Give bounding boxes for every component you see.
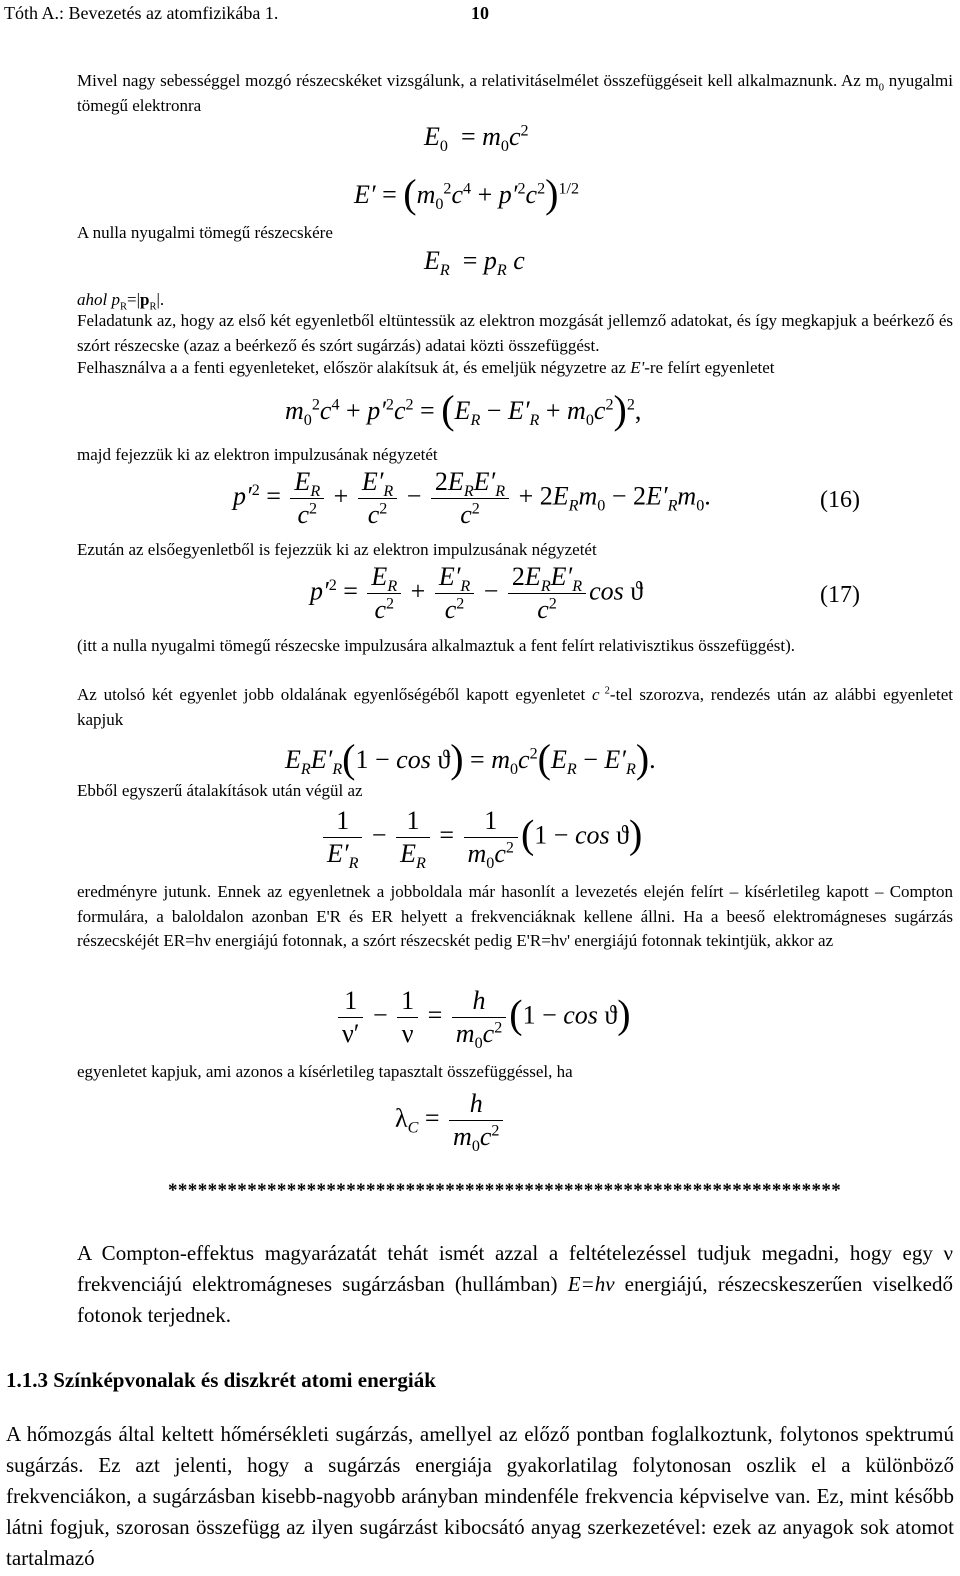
paragraph-itt: (itt a nulla nyugalmi tömegű részecske impulzusára alkalmaztuk a fent felírt relativisztikus összefüggést). [77,636,796,655]
text-null-mass: A nulla nyugalmi tömegű részecskére [77,223,333,242]
text-ahol: ahol $p_R=|p_R|$. [77,290,165,313]
equation-number-17: (17) [820,582,860,608]
equation-number-16: (16) [820,487,860,513]
equation-product: $E_RE'_R(1 - \cos ϑ) = m_0c^2(E_R - E'_R)$. [285,736,656,781]
equation-rest-energy: $E_0 = m_0c^2$ [424,122,529,156]
paragraph-final: A hőmozgás által keltett hőmérsékleti sugárzás, amellyel az előző pontban foglalkoztunk, folytonos spektrumú sugárzás. Ez azt jelenti, hogy a sugárzás energiája gyakorlatilag folytonosan oszlik el a különböző frekvenciákon, a sugárzásban kisebb-nagyobb arányban mindenféle frekvencia képviselve van. Ez, mint később látni fogjuk, szorosan összefügg az ilyen sugárzást kibocsátó anyag szerkezetével: ezek az anyagok sok atomot tartalmazó [6,1422,954,1570]
equation-17: $p'^2$ = $\frac{E_R}{c^2}$ + $\frac{E'_R}{c^2}$ − $\frac{2E_RE'_R}{c^2}$ cos ϑ [310,562,644,624]
separator-line: ******************************************************************** [168,1180,842,1201]
equation-photon-energy: $E_R = p_R$ c [424,246,525,280]
equation-squared: $m_0^2c^4 + p'^2c^2 = (E_R - E'_R + m_0c^2)^2$, [285,387,642,432]
equation-compton-wavelength: $\lambda_C$ = $\frac{h}{m_0c^2}$ [395,1088,506,1153]
text-ezutan: Ezután az elsőegyenletből is fejezzük ki az elektron impulzusának négyzetét [77,540,597,559]
paragraph-felhasznalva: Felhasználva a a fenti egyenleteket, először alakítsuk át, és emeljük négyzetre az E'-re felírt egyenletet [77,358,775,377]
text-ebbol: Ebből egyszerű átalakítások után végül az [77,781,363,800]
running-header: Tóth A.: Bevezetés az atomfizikába 1. [4,3,279,23]
text-majd: majd fejezzük ki az elektron impulzusának négyzetét [77,445,438,464]
paragraph-eredmeny: eredményre jutunk. Ennek az egyenletnek a jobboldala már hasonlít a levezetés elején felírt – kísérletileg kapott – Compton formulára, a baloldalon azonban E'R és ER helyett a frekvenciáknak kellene állni. Ha a beeső elektromágneses sugárzás részecskéjét ER=hν energiájú fotonnak, a szórt részecskét pedig E'R=hν' energiájú fotonnak tekintjük, akkor az [77,882,953,950]
text-egyenletet: egyenletet kapjuk, ami azonos a kísérletileg tapasztalt összefüggéssel, ha [77,1062,573,1081]
paragraph-utolso: Az utolsó két egyenlet jobb oldalának egyenlőségéből kapott egyenletet c $^2$-tel szorozva, rendezés után az alábbi egyenletet kapjuk [77,685,953,729]
page-number: 10 [471,3,489,23]
equation-frequency: $\frac{1}{\nu'}$ − $\frac{1}{\nu}$ = $\frac{h}{m_0c^2}$ (1 − cos ϑ) [335,985,631,1050]
paragraph-intro: Mivel nagy sebességgel mozgó részecskéket vizsgálunk, a relativitáselmélet összefüggéseit kell alkalmaznunk. Az $m_0$ nyugalmi tömegű elektronra [77,71,954,115]
equation-16: $p'^2$ = $\frac{E_R}{c^2}$ + $\frac{E'_R}{c^2}$ − $\frac{2E_RE'_R}{c^2}$ + $2E_Rm_0 - 2E'_Rm_0$. [233,467,711,529]
paragraph-feladat: Feladatunk az, hogy az első két egyenletből eltüntessük az elektron mozgását jellemző adatokat, és így megkapjuk a beérkező és szórt részecske (azaz a beérkező és szórt sugárzás) adatai közti összefüggést. [77,311,953,355]
section-heading: 1.1.3 Színképvonalak és diszkrét atomi energiák [6,1368,436,1392]
equation-electron-energy: $E' = (m_0^2c^4 + p'^2c^2)^{1/2}$ [354,171,580,216]
equation-reciprocal-energy: $\frac{1}{E'_R}$ − $\frac{1}{E_R}$ = $\frac{1}{m_0c^2}$ (1 − cos ϑ) [320,805,642,870]
paragraph-compton-summary: A Compton-effektus magyarázatát tehát ismét azzal a feltételezéssel tudjuk megadni, hogy egy ν frekvenciájú elektromágneses sugárzásban (hullámban) E=hν energiájú, részecskeszerűen viselkedő fotonok terjednek. [77,1241,953,1327]
